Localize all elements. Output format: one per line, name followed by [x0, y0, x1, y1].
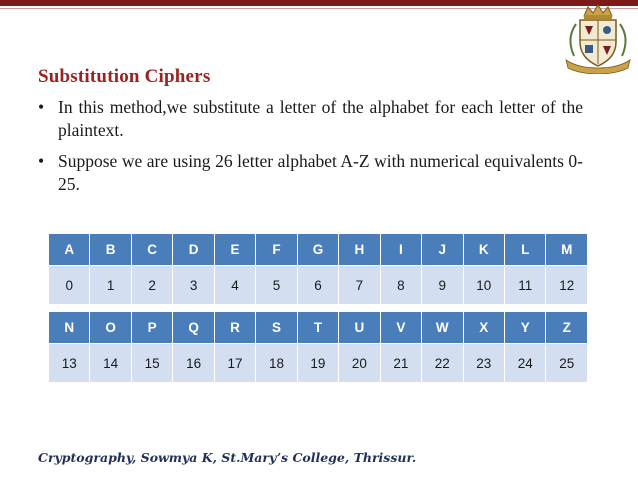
letter-cell: Y	[504, 312, 545, 344]
bullet-text: In this method,we substitute a letter of the alphabet for each letter of the plaintext.	[58, 97, 583, 140]
letter-cell: O	[90, 312, 131, 344]
row-gap	[49, 305, 588, 312]
number-cell: 10	[463, 266, 504, 305]
number-cell: 19	[297, 344, 338, 383]
letter-cell: R	[214, 312, 255, 344]
number-cell: 2	[131, 266, 172, 305]
letter-cell: G	[297, 234, 338, 266]
letter-cell: Z	[546, 312, 588, 344]
number-cell: 23	[463, 344, 504, 383]
bullet-dot: •	[38, 151, 45, 171]
footer-credit: Cryptography, Sowmya K, St.Mary’s College, Thrissur.	[38, 450, 417, 465]
number-cell: 24	[504, 344, 545, 383]
letter-row	[49, 234, 588, 266]
letter-cell: A	[49, 234, 90, 266]
number-cell: 20	[339, 344, 380, 383]
number-cell: 8	[380, 266, 421, 305]
letter-cell: L	[504, 234, 545, 266]
top-accent-bar	[0, 0, 638, 6]
letter-cell: C	[131, 234, 172, 266]
number-row	[49, 344, 588, 383]
bullet-text: Suppose we are using 26 letter alphabet A-Z with numerical equivalents 0-25.	[58, 151, 583, 194]
letter-cell: X	[463, 312, 504, 344]
number-cell: 3	[173, 266, 214, 305]
letter-cell: J	[422, 234, 463, 266]
number-cell: 4	[214, 266, 255, 305]
bullet-dot: •	[38, 97, 45, 117]
letter-cell: B	[90, 234, 131, 266]
number-cell: 11	[504, 266, 545, 305]
college-crest-icon	[558, 2, 638, 74]
slide-title: Substitution Ciphers	[38, 66, 211, 87]
number-cell: 1	[90, 266, 131, 305]
number-cell: 16	[173, 344, 214, 383]
number-cell: 6	[297, 266, 338, 305]
bullet-item	[38, 150, 583, 196]
number-cell: 25	[546, 344, 588, 383]
number-cell: 14	[90, 344, 131, 383]
letter-cell: E	[214, 234, 255, 266]
letter-cell: W	[422, 312, 463, 344]
number-cell: 0	[49, 266, 90, 305]
number-cell: 15	[131, 344, 172, 383]
number-cell: 13	[49, 344, 90, 383]
letter-cell: D	[173, 234, 214, 266]
alphabet-table	[48, 233, 588, 383]
number-cell: 5	[256, 266, 297, 305]
letter-cell: N	[49, 312, 90, 344]
letter-row	[49, 312, 588, 344]
number-cell: 22	[422, 344, 463, 383]
letter-cell: M	[546, 234, 588, 266]
letter-cell: T	[297, 312, 338, 344]
number-cell: 18	[256, 344, 297, 383]
letter-cell: V	[380, 312, 421, 344]
number-cell: 9	[422, 266, 463, 305]
letter-cell: P	[131, 312, 172, 344]
letter-cell: K	[463, 234, 504, 266]
top-divider	[0, 8, 638, 9]
bullet-list	[38, 96, 583, 204]
number-cell: 17	[214, 344, 255, 383]
number-cell: 12	[546, 266, 588, 305]
letter-cell: S	[256, 312, 297, 344]
bullet-item	[38, 96, 583, 142]
number-row	[49, 266, 588, 305]
letter-cell: U	[339, 312, 380, 344]
letter-cell: F	[256, 234, 297, 266]
letter-cell: H	[339, 234, 380, 266]
number-cell: 21	[380, 344, 421, 383]
gap-cell	[49, 305, 588, 312]
letter-cell: I	[380, 234, 421, 266]
number-cell: 7	[339, 266, 380, 305]
letter-cell: Q	[173, 312, 214, 344]
